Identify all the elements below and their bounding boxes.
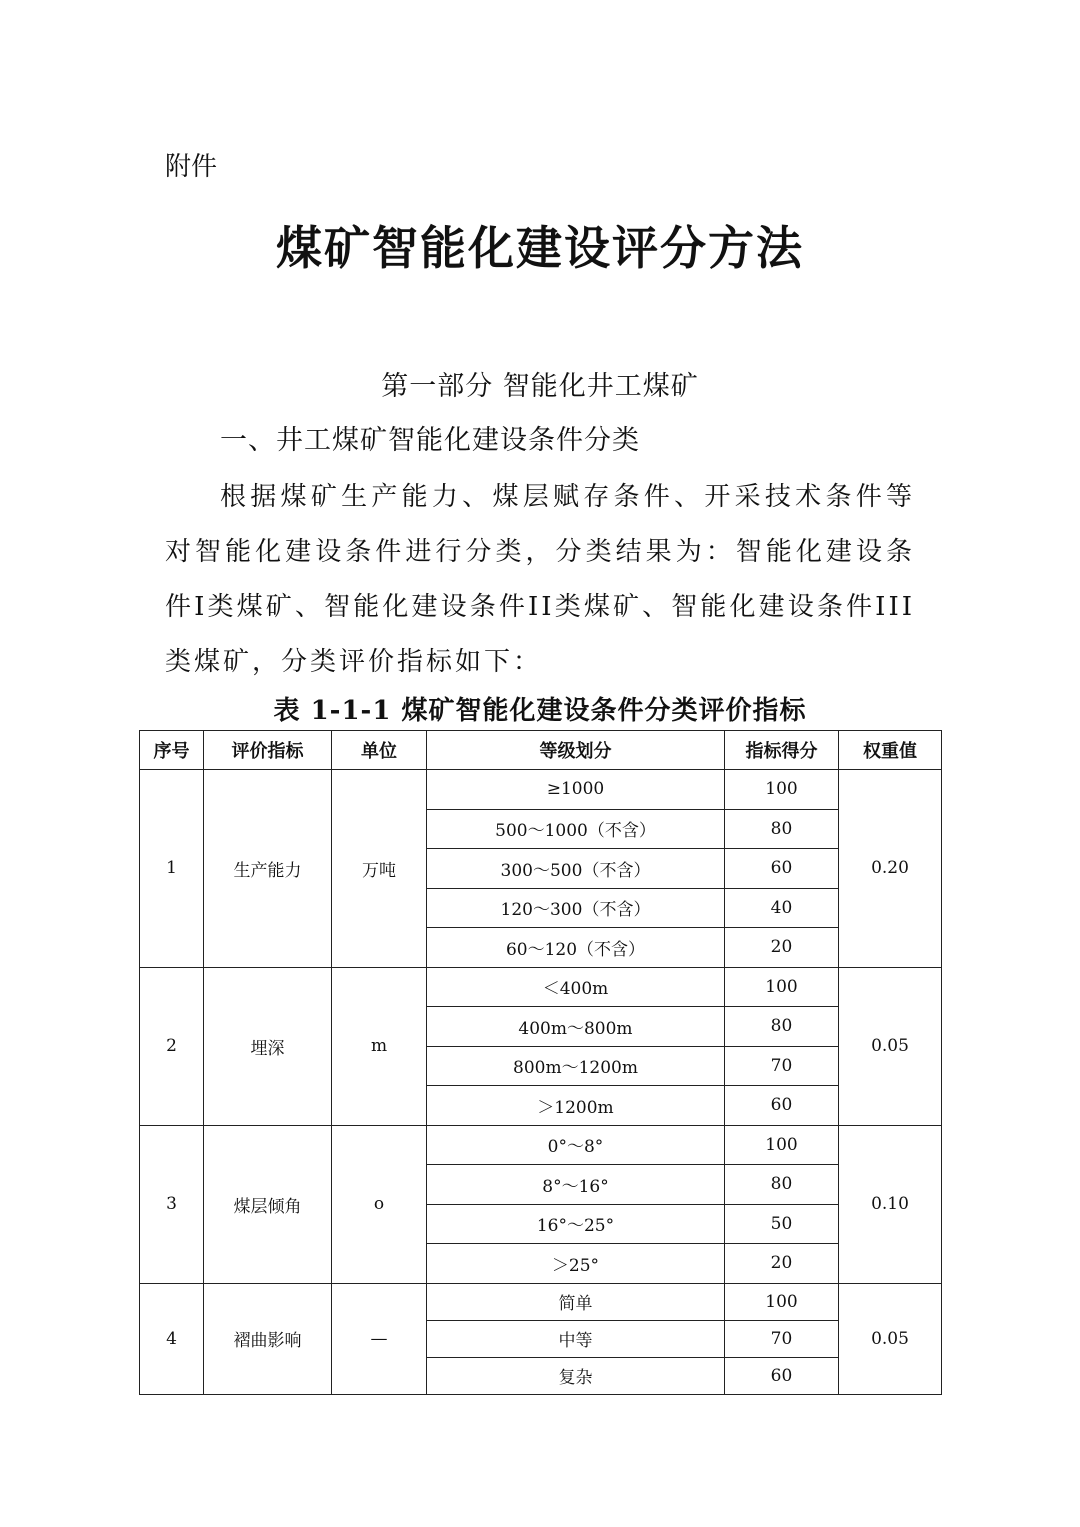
cell-grade: 800m～1200m (427, 1046, 725, 1086)
cell-score: 100 (725, 967, 839, 1007)
cell-grade: ≥1000 (427, 770, 725, 810)
cell-grade: 简单 (427, 1283, 725, 1320)
cell-score: 100 (725, 1283, 839, 1320)
cell-weight: 0.10 (839, 1125, 942, 1283)
cell-score: 70 (725, 1046, 839, 1086)
header-score: 指标得分 (725, 731, 839, 770)
cell-weight: 0.05 (839, 1283, 942, 1394)
cell-grade: ＜400m (427, 967, 725, 1007)
cell-score: 80 (725, 1007, 839, 1047)
cell-grade: 500～1000（不含） (427, 809, 725, 849)
cell-score: 20 (725, 1244, 839, 1284)
cell-indicator: 煤层倾角 (204, 1125, 332, 1283)
cell-score: 60 (725, 1357, 839, 1394)
section-title: 一、井工煤矿智能化建设条件分类 (220, 425, 640, 456)
cell-grade: 400m～800m (427, 1007, 725, 1047)
cell-grade: 60～120（不含） (427, 928, 725, 968)
document-title: 煤矿智能化建设评分方法 (276, 221, 804, 275)
cell-grade: 300～500（不含） (427, 849, 725, 889)
cell-score: 60 (725, 1086, 839, 1126)
table-row (140, 770, 942, 810)
body-paragraph: 根据煤矿生产能力、煤层赋存条件、开采技术条件等对智能化建设条件进行分类，分类结果为：智能化建设条件I类煤矿、智能化建设条件II类煤矿、智能化建设条件III类煤矿，分类评价指标如下： (165, 482, 915, 677)
header-indicator: 评价指标 (204, 731, 332, 770)
cell-score: 70 (725, 1320, 839, 1357)
table-row (140, 967, 942, 1007)
header-unit: 单位 (332, 731, 427, 770)
cell-score: 100 (725, 1125, 839, 1165)
part-title: 第一部分 智能化井工煤矿 (381, 371, 699, 402)
cell-indicator: 埋深 (204, 967, 332, 1125)
header-grade: 等级划分 (427, 731, 725, 770)
attachment-label: 附件 (165, 152, 218, 182)
cell-grade: 8°～16° (427, 1165, 725, 1205)
cell-grade: 16°～25° (427, 1204, 725, 1244)
table-row (140, 1283, 942, 1320)
cell-indicator: 生产能力 (204, 770, 332, 968)
cell-score: 80 (725, 809, 839, 849)
cell-score: 20 (725, 928, 839, 968)
cell-score: 80 (725, 1165, 839, 1205)
cell-unit: 万吨 (332, 770, 427, 968)
cell-grade: ＞1200m (427, 1086, 725, 1126)
cell-score: 60 (725, 849, 839, 889)
cell-grade: 复杂 (427, 1357, 725, 1394)
cell-weight: 0.20 (839, 770, 942, 968)
cell-weight: 0.05 (839, 967, 942, 1125)
cell-indicator: 褶曲影响 (204, 1283, 332, 1394)
cell-grade: 120～300（不含） (427, 888, 725, 928)
header-weight: 权重值 (839, 731, 942, 770)
cell-no: 1 (140, 770, 204, 968)
cell-score: 40 (725, 888, 839, 928)
table-caption: 表 1-1-1 煤矿智能化建设条件分类评价指标 (273, 696, 807, 726)
cell-unit: o (332, 1125, 427, 1283)
cell-grade: 0°～8° (427, 1125, 725, 1165)
cell-grade: ＞25° (427, 1244, 725, 1284)
cell-score: 100 (725, 770, 839, 810)
table-row (140, 1125, 942, 1165)
header-no: 序号 (140, 731, 204, 770)
cell-unit: — (332, 1283, 427, 1394)
cell-score: 50 (725, 1204, 839, 1244)
cell-grade: 中等 (427, 1320, 725, 1357)
table-header-row (140, 731, 942, 770)
evaluation-table (139, 730, 942, 1395)
cell-no: 2 (140, 967, 204, 1125)
cell-unit: m (332, 967, 427, 1125)
cell-no: 4 (140, 1283, 204, 1394)
cell-no: 3 (140, 1125, 204, 1283)
